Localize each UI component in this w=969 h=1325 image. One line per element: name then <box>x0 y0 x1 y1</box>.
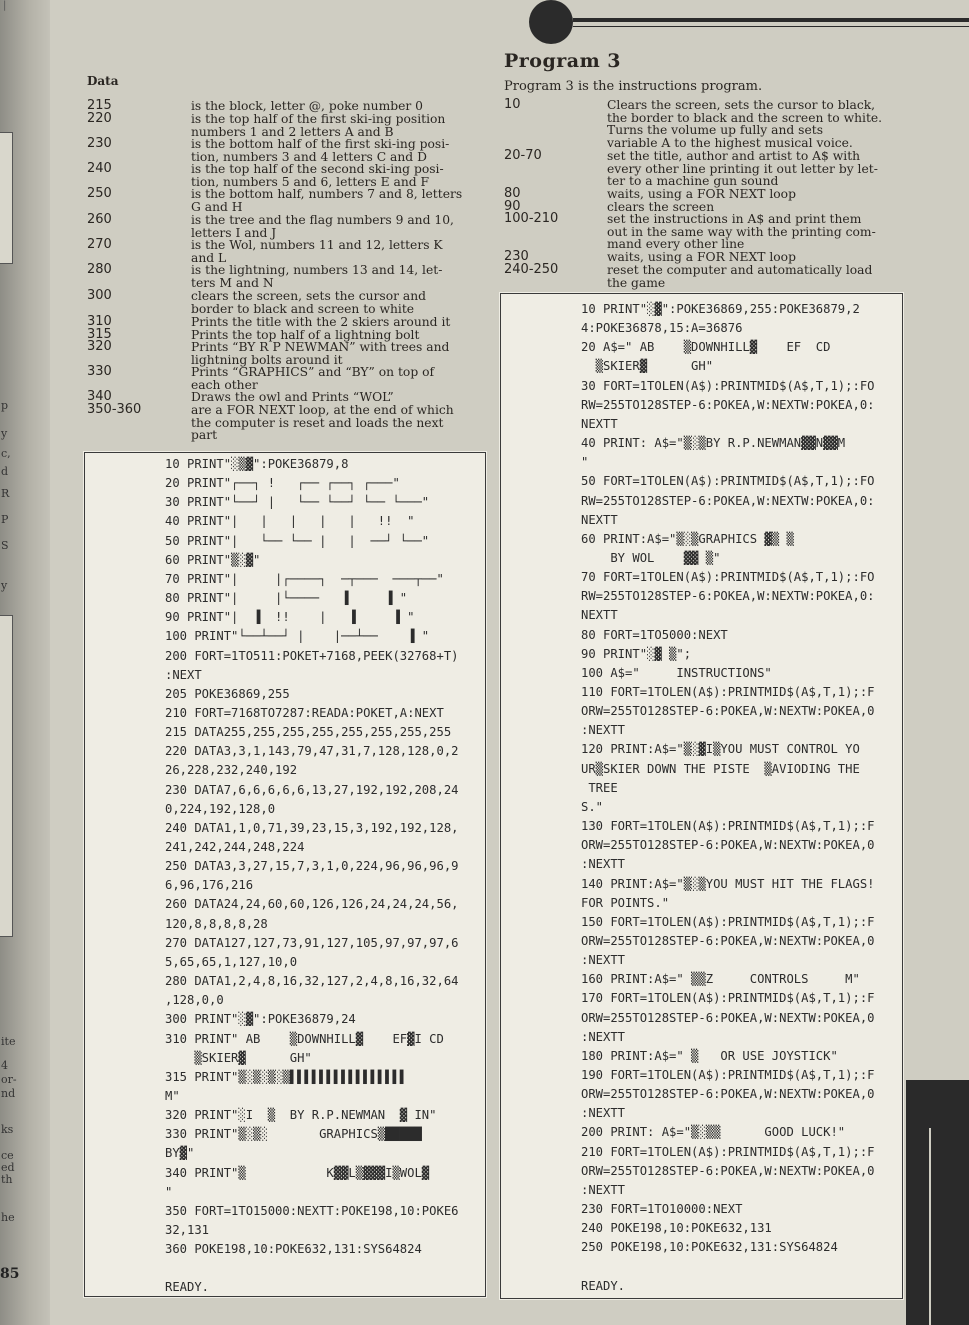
code-line: :NEXTT <box>581 1106 626 1121</box>
reference-line-number: 80 <box>504 186 521 201</box>
code-line: BY WOL ▓▓ ▒" <box>581 550 721 565</box>
code-line: 120 PRINT:A$="▒░▓I▒YOU MUST CONTROL YO <box>581 742 860 757</box>
code-line: 40 PRINT: A$="▒░▒BY R.P.NEWMAN▓▓N▓▓M <box>581 436 846 451</box>
gutter-fragment: ce <box>1 1149 14 1162</box>
reference-line-number: 20-70 <box>504 148 542 163</box>
gutter-fragment: c, <box>1 447 11 460</box>
reference-description-line: is the bottom half, numbers 7 and 8, letters <box>191 187 463 201</box>
reference-line-number: 90 <box>504 199 521 214</box>
reference-description-line: is the Wol, numbers 11 and 12, letters K <box>191 238 443 252</box>
reference-description-line: border to black and screen to white <box>191 301 415 316</box>
reference-line-number: 315 <box>87 327 112 342</box>
gutter-fragment: he <box>1 1211 15 1224</box>
gutter-box-middle <box>0 615 13 937</box>
reference-line-number: 300 <box>87 288 112 303</box>
reference-description-line: is the top half of the second ski-ing posi- <box>191 162 444 176</box>
reference-description-line: variable A to the highest musical voice. <box>607 136 853 151</box>
reference-line-number: 215 <box>87 98 112 113</box>
code-line: 350 FORT=1TO15000:NEXTT:POKE198,10:POKE6 <box>165 1203 459 1218</box>
code-line: 30 PRINT"└──┘ | └── └──┘ └── └───" <box>165 495 430 510</box>
reference-description-line: lightning bolts around it <box>191 352 343 367</box>
reference-description-line: every other line printing it out letter by let- <box>607 161 878 176</box>
header-rule <box>573 18 969 22</box>
reference-description-line: the game <box>607 275 666 290</box>
reference-description-line: Prints the top half of a lightning bolt <box>191 328 420 342</box>
data-heading: Data <box>87 74 119 88</box>
code-line: " <box>165 1184 173 1199</box>
code-line: 220 DATA3,3,1,143,79,47,31,7,128,128,0,2 <box>165 744 459 759</box>
code-line: RW=255TO128STEP-6:POKEA,W:NEXTW:POKEA,0: <box>581 493 875 508</box>
reference-description-line: Prints the title with the 2 skiers around it <box>191 315 451 329</box>
program-heading: Program 3 <box>504 50 622 72</box>
code-line: 260 DATA24,24,60,60,126,126,24,24,24,56, <box>165 897 459 912</box>
code-line: FOR POINTS." <box>581 895 670 910</box>
code-line: 250 POKE198,10:POKE632,131:SYS64824 <box>581 1240 838 1255</box>
code-line: ORW=255TO128STEP-6:POKEA,W:NEXTW:POKEA,0 <box>581 838 875 853</box>
code-line: 50 PRINT"| └── └── | | ──┘ └──" <box>165 533 430 548</box>
gutter-fragment: ite <box>1 1035 16 1048</box>
reference-description-line: G and H <box>191 199 243 214</box>
code-line: 315 PRINT"▒░▒░▒░▒▌▌▌▌▌▌▌▌▌▌▌▌▌▌▌▌ <box>165 1069 408 1084</box>
reference-line-number: 260 <box>87 212 112 227</box>
code-line: :NEXTT <box>581 723 626 738</box>
reference-description-line: waits, using a FOR NEXT loop <box>607 187 796 201</box>
code-line: 150 FORT=1TOLEN(A$):PRINTMID$(A$,T,1);:F <box>581 914 875 929</box>
reference-line-number: 240 <box>87 161 112 176</box>
code-line: 210 FORT=7168TO7287:READA:POKET,A:NEXT <box>165 705 444 720</box>
code-line: 160 PRINT:A$=" ▒▒Z CONTROLS M" <box>581 972 860 987</box>
code-line: 190 FORT=1TOLEN(A$):PRINTMID$(A$,T,1);:F <box>581 1068 875 1082</box>
reference-line-number: 230 <box>87 136 112 151</box>
reference-line-number: 250 <box>87 186 112 201</box>
reference-line-number: 220 <box>87 111 112 126</box>
reference-description-line: Prints “GRAPHICS” and “BY” on top of <box>191 365 435 379</box>
code-line: RW=255TO128STEP-6:POKEA,W:NEXTW:POKEA,0: <box>581 589 875 604</box>
code-line: 170 FORT=1TOLEN(A$):PRINTMID$(A$,T,1);:F <box>581 991 875 1006</box>
code-line: ORW=255TO128STEP-6:POKEA,W:NEXTW:POKEA,0 <box>581 933 875 948</box>
reference-description-line: each other <box>191 377 258 392</box>
reference-description-line: is the lightning, numbers 13 and 14, let- <box>191 263 443 277</box>
code-line: 10 PRINT"░▒▓":POKE36879,8 <box>165 457 349 471</box>
reference-description-line: is the block, letter @, poke number 0 <box>191 99 424 113</box>
code-line: 215 DATA255,255,255,255,255,255,255,255 <box>165 725 452 740</box>
code-line: M" <box>165 1088 180 1103</box>
gutter-fragment: y <box>1 427 8 440</box>
gutter-box-top <box>0 132 13 264</box>
code-line: 4:POKE36878,15:A=36876 <box>581 321 743 336</box>
code-line: 40 PRINT"| | | | | !! " <box>165 514 415 529</box>
code-line: 180 PRINT:A$=" ▒ OR USE JOYSTICK" <box>581 1048 838 1063</box>
code-line: RW=255TO128STEP-6:POKEA,W:NEXTW:POKEA,0: <box>581 397 875 412</box>
reference-description-line: reset the computer and automatically load <box>607 263 873 277</box>
code-line: 10 PRINT"░▓":POKE36869,255:POKE36879,2 <box>581 302 860 316</box>
code-line: 280 DATA1,2,4,8,16,32,127,2,4,8,16,32,64 <box>165 974 459 989</box>
code-line: 6,96,176,216 <box>165 878 254 893</box>
reference-line-number: 350-360 <box>87 402 142 417</box>
code-line: 205 POKE36869,255 <box>165 686 290 701</box>
gutter-fragment: 4 <box>1 1059 8 1072</box>
code-line: 80 FORT=1TO5000:NEXT <box>581 627 728 642</box>
code-line: 200 FORT=1TO511:POKET+7168,PEEK(32768+T) <box>165 648 459 663</box>
code-listing-right <box>500 293 903 1299</box>
code-line: 330 PRINT"▒░▒░ GRAPHICS▒█████ <box>165 1127 422 1142</box>
reference-line-number: 100-210 <box>504 211 559 226</box>
gutter-fragment: p <box>1 399 9 412</box>
code-line: 20 A$=" AB ▒DOWNHILL▓ EF CD <box>581 340 831 355</box>
gutter-fragment: y <box>1 579 8 592</box>
code-line: 60 PRINT"▒░▓" <box>165 552 261 567</box>
code-line: :NEXTT <box>581 1182 626 1197</box>
code-line: S." <box>581 799 604 814</box>
gutter-fragment: ed <box>1 1161 15 1174</box>
code-line: :NEXTT <box>581 953 626 968</box>
code-line: 300 PRINT"░▓":POKE36879,24 <box>165 1012 356 1027</box>
reference-line-number: 10 <box>504 97 521 112</box>
gutter-fragment: th <box>1 1173 13 1186</box>
gutter-mark: | <box>3 0 7 11</box>
code-line: 130 FORT=1TOLEN(A$):PRINTMID$(A$,T,1);:F <box>581 819 875 834</box>
code-line: 100 PRINT"└──┴──┘ | |──┴── ▐ " <box>165 629 430 644</box>
code-line: NEXTT <box>581 416 618 431</box>
reference-description-line: set the title, author and artist to A$ with <box>607 149 861 163</box>
code-line: 241,242,244,248,224 <box>165 840 305 854</box>
code-line: " <box>581 455 589 470</box>
code-line: 110 FORT=1TOLEN(A$):PRINTMID$(A$,T,1);:F <box>581 685 875 699</box>
gutter-fragment: nd <box>1 1087 16 1100</box>
header-rule-thin <box>573 26 969 27</box>
code-line: NEXTT <box>581 608 618 623</box>
code-line: 90 PRINT"░▓ ▒"; <box>581 646 692 661</box>
reference-description-line: part <box>191 428 218 442</box>
code-line: ,128,0,0 <box>165 993 224 1008</box>
reference-description-line: Turns the volume up fully and sets <box>607 123 824 138</box>
reference-description-line: set the instructions in A$ and print them <box>607 212 862 226</box>
reference-description-line: waits, using a FOR NEXT loop <box>607 250 796 264</box>
code-line: NEXTT <box>581 512 618 527</box>
gutter-fragment: or- <box>1 1073 17 1086</box>
code-line: :NEXTT <box>581 1029 626 1044</box>
code-line: ORW=255TO128STEP-6:POKEA,W:NEXTW:POKEA,0 <box>581 704 875 719</box>
code-line: 5,65,65,1,127,10,0 <box>165 954 298 969</box>
code-line: 320 PRINT"░I ▒ BY R.P.NEWMAN ▓ IN" <box>165 1108 437 1123</box>
code-line: 20 PRINT"┌──┐ ! ┌── ┌──┐ ┌───" <box>165 476 400 491</box>
reference-line-number: 330 <box>87 364 112 379</box>
code-line: ORW=255TO128STEP-6:POKEA,W:NEXTW:POKEA,0 <box>581 1163 875 1178</box>
code-line: 230 FORT=1TO10000:NEXT <box>581 1202 743 1217</box>
reference-description-line: letters I and J <box>191 225 277 240</box>
edge-tab-marker <box>906 1080 969 1325</box>
reference-description-line: the computer is reset and loads the next <box>191 415 444 430</box>
reference-description-line: out in the same way with the printing com- <box>607 224 876 239</box>
ready-prompt: READY. <box>165 1280 210 1295</box>
reference-line-number: 280 <box>87 262 112 277</box>
code-line: 250 DATA3,3,27,15,7,3,1,0,224,96,96,96,9 <box>165 859 459 874</box>
edge-tab-line <box>929 1128 931 1325</box>
code-line: BY▓" <box>165 1146 195 1161</box>
code-line: 70 FORT=1TOLEN(A$):PRINTMID$(A$,T,1);:FO <box>581 570 875 585</box>
reference-description-line: Prints “BY R P NEWMAN” with trees and <box>191 340 450 354</box>
code-line: 50 FORT=1TOLEN(A$):PRINTMID$(A$,T,1);:FO <box>581 474 875 489</box>
gutter-fragment: R <box>1 487 10 500</box>
reference-description-line: is the bottom half of the first ski-ing posi- <box>191 137 450 151</box>
reference-description-line: Clears the screen, sets the cursor to black, <box>607 98 876 112</box>
code-line: ▒SKIER▓ GH" <box>581 359 714 374</box>
reference-description-line: are a FOR NEXT loop, at the end of which <box>191 403 454 417</box>
gutter-fragment: P <box>1 513 9 526</box>
reference-description-line: mand every other line <box>607 237 745 252</box>
code-line: UR▒SKIER DOWN THE PISTE ▒AVIODING THE <box>581 761 860 776</box>
code-line: 32,131 <box>165 1223 210 1237</box>
gutter-fragment: S <box>1 539 9 552</box>
gutter-fragment: d <box>1 465 9 478</box>
reference-description-line: numbers 1 and 2 letters A and B <box>191 124 394 139</box>
code-line: 360 POKE198,10:POKE632,131:SYS64824 <box>165 1242 422 1257</box>
code-line: 120,8,8,8,8,28 <box>165 916 268 931</box>
code-line: 240 DATA1,1,0,71,39,23,15,3,192,192,128, <box>165 820 459 835</box>
code-line: ▒SKIER▓ GH" <box>165 1050 312 1065</box>
page-number: 85 <box>0 1266 20 1282</box>
code-listing-left <box>84 452 486 1297</box>
code-line: 140 PRINT:A$="▒░▒YOU MUST HIT THE FLAGS! <box>581 876 875 891</box>
program-intro: Program 3 is the instructions program. <box>504 79 763 94</box>
code-line: ORW=255TO128STEP-6:POKEA,W:NEXTW:POKEA,0 <box>581 1010 875 1025</box>
reference-line-number: 270 <box>87 237 112 252</box>
reference-description-line: is the tree and the flag numbers 9 and 10, <box>191 213 454 227</box>
gutter-fragment: ks <box>1 1123 14 1136</box>
reference-description-line: clears the screen <box>607 200 715 214</box>
reference-line-number: 310 <box>87 314 112 329</box>
reference-description-line: ter to a machine gun sound <box>607 174 779 189</box>
reference-line-number: 320 <box>87 339 112 354</box>
reference-description-line: is the top half of the first ski-ing position <box>191 112 446 126</box>
reference-description-line: ters M and N <box>191 275 274 290</box>
code-line: 310 PRINT" AB ▒DOWNHILL▓ EF▓I CD <box>165 1031 444 1046</box>
code-line: 80 PRINT"| |└──── ▐ ▐ " <box>165 591 408 606</box>
reference-line-number: 240-250 <box>504 262 559 277</box>
reference-description-line: Draws the owl and Prints “WOL” <box>191 390 394 404</box>
reference-line-number: 340 <box>87 389 112 404</box>
reference-line-number: 230 <box>504 249 529 264</box>
code-line: :NEXTT <box>581 857 626 872</box>
header-disc-ornament <box>529 0 573 44</box>
code-line: 90 PRINT"| ▐ !! | ▐ ▐ " <box>165 610 415 625</box>
reference-description-line: tion, numbers 5 and 6, letters E and F <box>191 174 430 189</box>
code-line: :NEXT <box>165 667 202 682</box>
code-line: ORW=255TO128STEP-6:POKEA,W:NEXTW:POKEA,0 <box>581 1087 875 1102</box>
code-line: 70 PRINT"| |┌────┐ ─┬─── ───┬──" <box>165 571 444 586</box>
code-line: 200 PRINT: A$="▒░▒▒ GOOD LUCK!" <box>581 1125 846 1140</box>
reference-description-line: tion, numbers 3 and 4 letters C and D <box>191 149 427 164</box>
code-line: 30 FORT=1TOLEN(A$):PRINTMID$(A$,T,1);:FO <box>581 378 875 393</box>
code-line: 210 FORT=1TOLEN(A$):PRINTMID$(A$,T,1);:F <box>581 1144 875 1159</box>
code-line: 340 PRINT"▒ K▓▓L▒▓▓▓I▒WOL▓ <box>165 1165 430 1180</box>
code-line: 60 PRINT:A$="▒░▒GRAPHICS ▓▒ ▒ <box>581 531 794 546</box>
code-line: TREE <box>581 780 618 795</box>
reference-description-line: the border to black and the screen to white. <box>607 110 883 125</box>
reference-description-line: and L <box>191 250 227 265</box>
code-line: 230 DATA7,6,6,6,6,6,13,27,192,192,208,24 <box>165 782 459 797</box>
code-line: 0,224,192,128,0 <box>165 801 276 816</box>
code-line: 270 DATA127,127,73,91,127,105,97,97,97,6 <box>165 935 459 950</box>
reference-description-line: clears the screen, sets the cursor and <box>191 289 427 303</box>
ready-prompt: READY. <box>581 1278 626 1293</box>
code-line: 100 A$=" INSTRUCTIONS" <box>581 665 772 680</box>
code-line: 26,228,232,240,192 <box>165 763 298 778</box>
code-line: 240 POKE198,10:POKE632,131 <box>581 1221 772 1236</box>
